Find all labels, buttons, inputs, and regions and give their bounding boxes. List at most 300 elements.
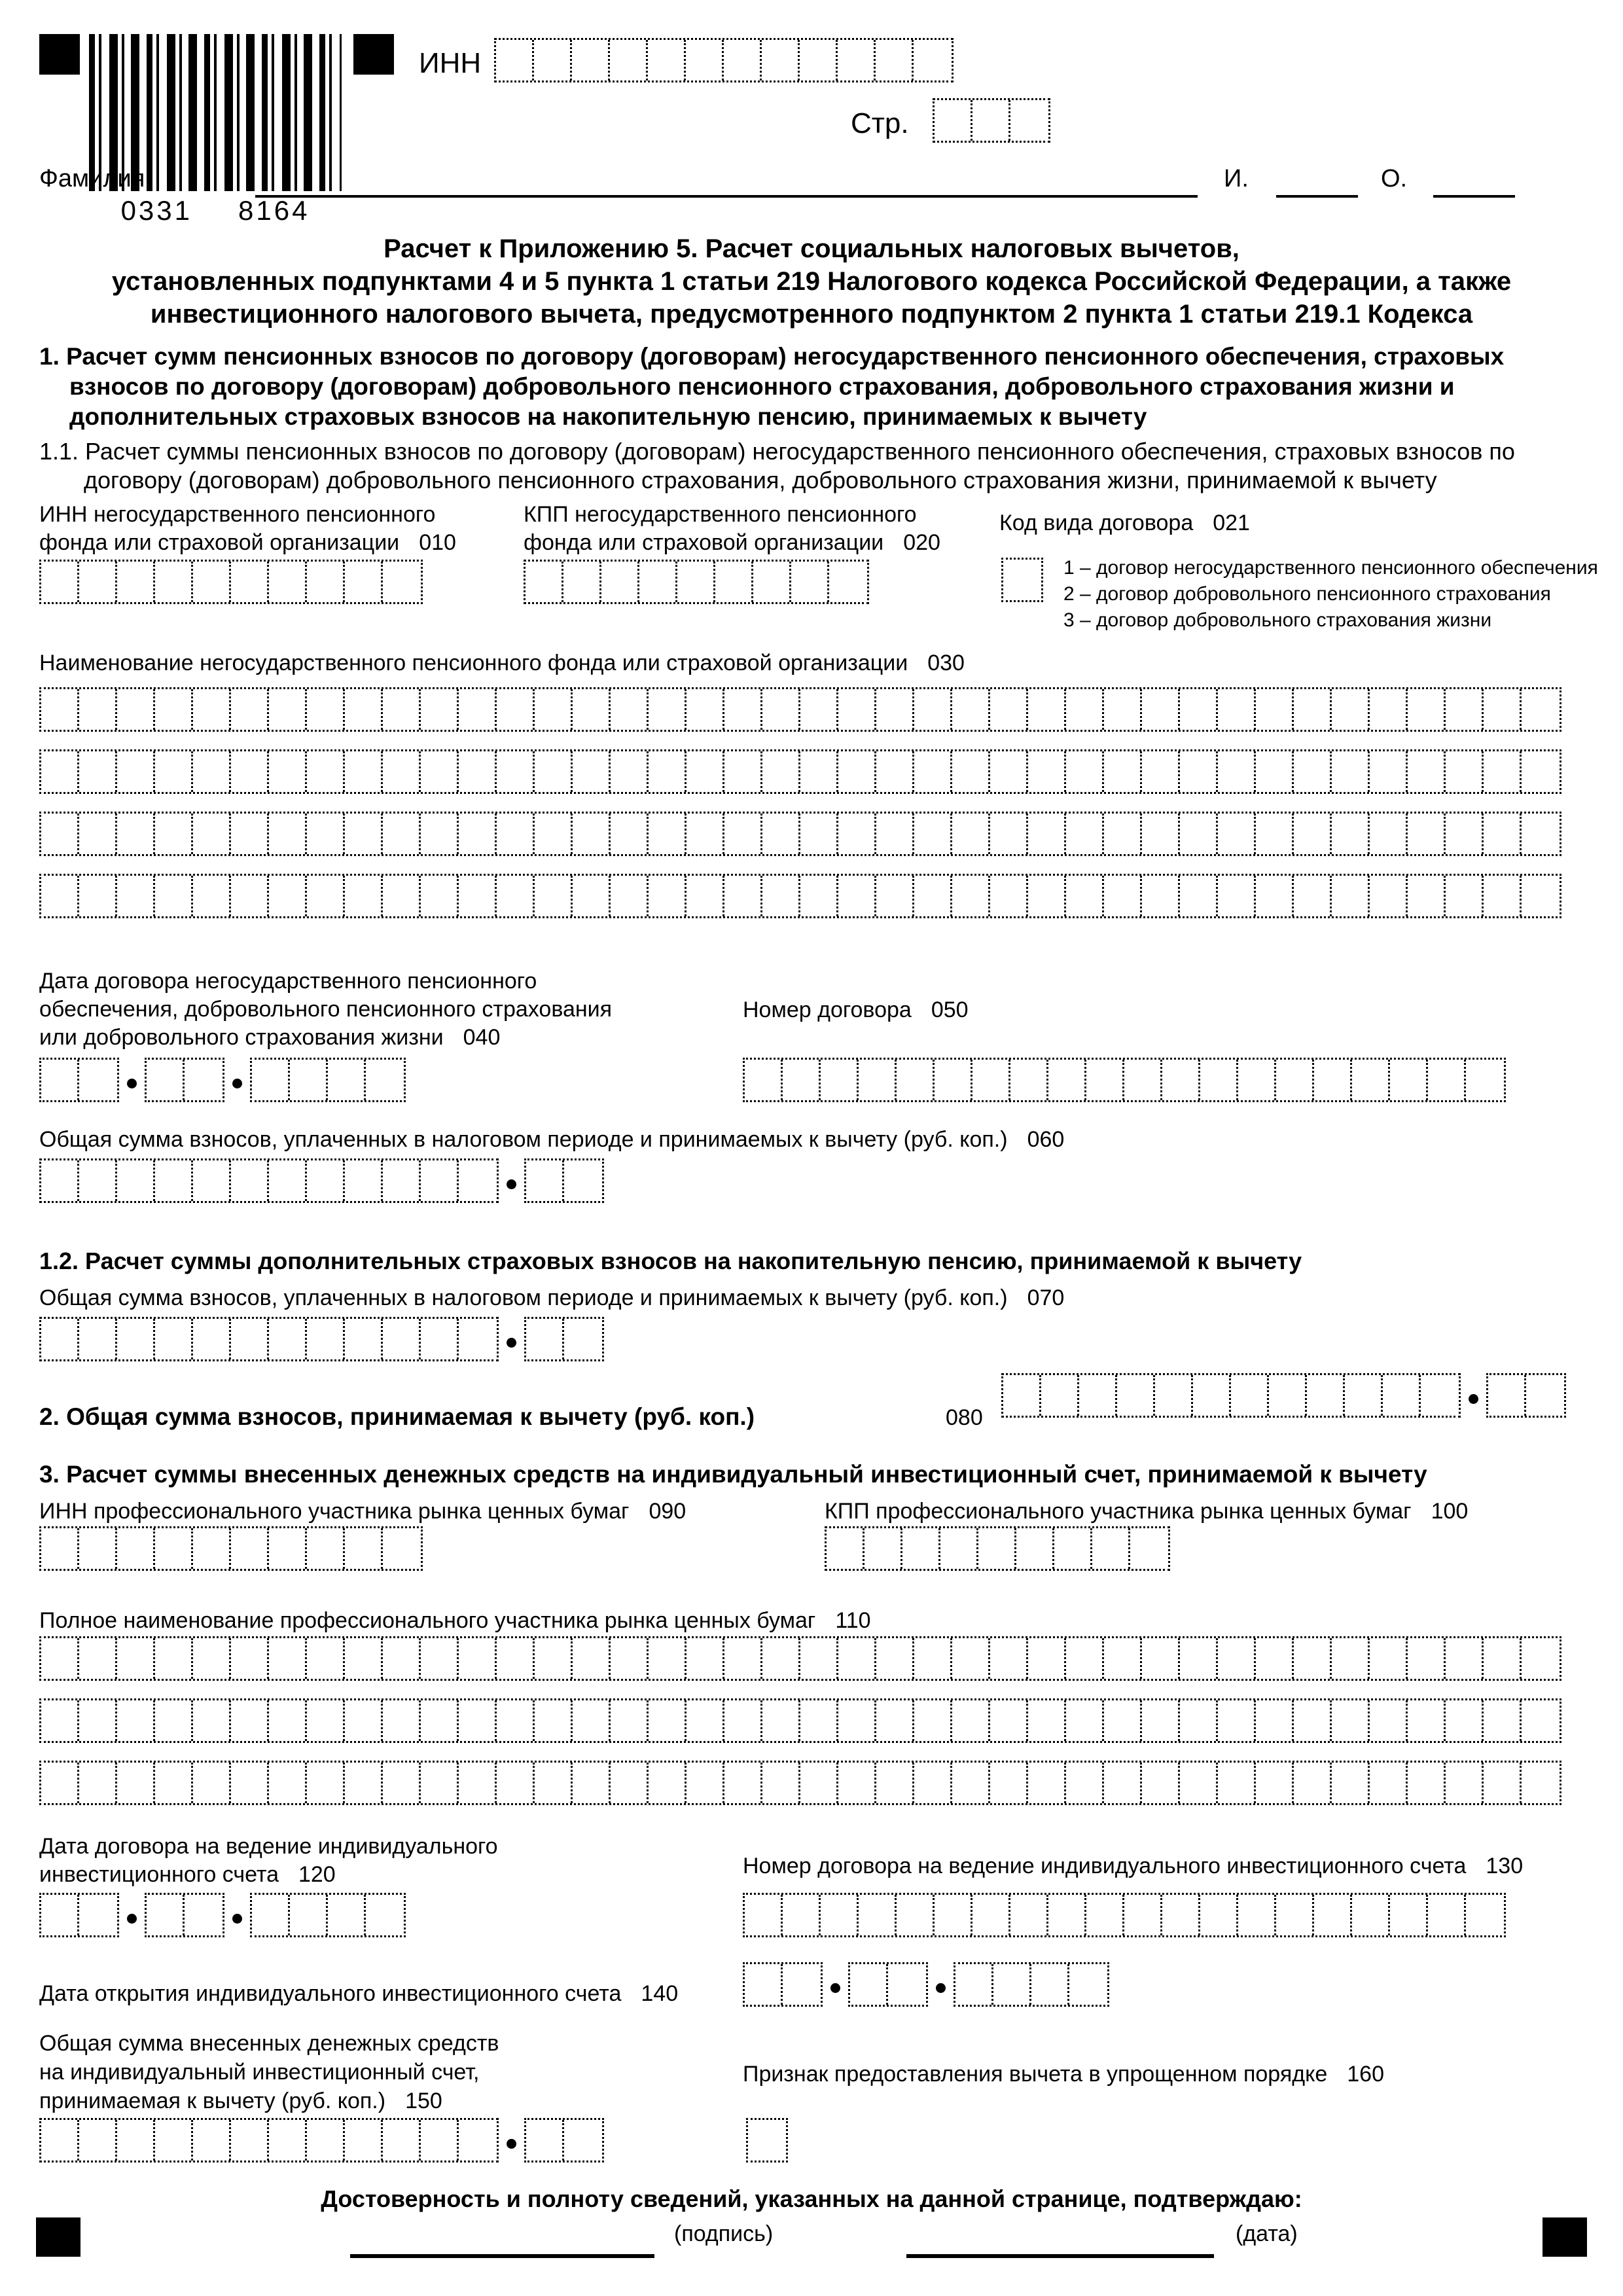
input-cell[interactable]: [41, 689, 79, 730]
input-cell[interactable]: [41, 1700, 79, 1741]
input-cell[interactable]: [1180, 1763, 1218, 1803]
input-cell[interactable]: [231, 1638, 269, 1679]
input-cell[interactable]: [497, 1763, 535, 1803]
input-cell[interactable]: [649, 751, 687, 792]
input-cell[interactable]: [1446, 689, 1484, 730]
input-cell[interactable]: [155, 1160, 193, 1201]
input-cell[interactable]: [79, 1763, 117, 1803]
input-cell[interactable]: [307, 1319, 345, 1359]
input-cell[interactable]: [307, 562, 345, 602]
input-cell[interactable]: [1484, 689, 1522, 730]
input-cell[interactable]: [978, 1528, 1016, 1569]
input-cell[interactable]: [791, 562, 829, 602]
input-cell[interactable]: [972, 1895, 1010, 1935]
input-cell[interactable]: [724, 814, 762, 854]
input-cell[interactable]: [345, 562, 383, 602]
input-cell[interactable]: [328, 1060, 366, 1100]
input-cell[interactable]: [193, 751, 231, 792]
input-cell[interactable]: [1180, 814, 1218, 854]
input-cell[interactable]: [990, 876, 1028, 916]
input-cell[interactable]: [573, 1763, 611, 1803]
input-cell[interactable]: [421, 814, 459, 854]
input-cell[interactable]: [1276, 1060, 1314, 1100]
input-cell[interactable]: [345, 1319, 383, 1359]
input-cell[interactable]: [421, 751, 459, 792]
broker-name-input-110-row-1[interactable]: [39, 1636, 1561, 1681]
input-cell[interactable]: [117, 751, 155, 792]
input-cell[interactable]: [762, 1700, 800, 1741]
fund-name-input-030-row-3[interactable]: [39, 812, 1561, 856]
input-cell[interactable]: [79, 1638, 117, 1679]
input-cell[interactable]: [1332, 1763, 1370, 1803]
input-cell[interactable]: [41, 1160, 79, 1201]
input-cell[interactable]: [1332, 814, 1370, 854]
input-cell[interactable]: [1086, 1895, 1124, 1935]
input-cell[interactable]: [1484, 814, 1522, 854]
input-cell[interactable]: [79, 1160, 117, 1201]
inn-input[interactable]: [494, 38, 954, 82]
input-cell[interactable]: [952, 1763, 990, 1803]
input-cell[interactable]: [185, 1895, 223, 1935]
input-cell[interactable]: [724, 751, 762, 792]
input-cell[interactable]: [155, 1638, 193, 1679]
input-cell[interactable]: [838, 689, 876, 730]
input-cell[interactable]: [1104, 1763, 1142, 1803]
input-cell[interactable]: [564, 2120, 602, 2161]
surname-input-line[interactable]: [255, 166, 1198, 198]
input-cell[interactable]: [876, 689, 914, 730]
input-cell[interactable]: [687, 1700, 724, 1741]
input-cell[interactable]: [231, 689, 269, 730]
input-cell[interactable]: [307, 1528, 345, 1569]
input-cell[interactable]: [1010, 1060, 1048, 1100]
input-cell[interactable]: [724, 1638, 762, 1679]
input-cell[interactable]: [459, 1763, 497, 1803]
total-paid-input-060[interactable]: [39, 1158, 604, 1203]
input-cell[interactable]: [79, 814, 117, 854]
input-cell[interactable]: [117, 1528, 155, 1569]
input-cell[interactable]: [1370, 814, 1408, 854]
input-cell[interactable]: [1028, 751, 1066, 792]
input-cell[interactable]: [1466, 1895, 1504, 1935]
input-cell[interactable]: [1522, 1638, 1560, 1679]
input-cell[interactable]: [366, 1895, 404, 1935]
input-cell[interactable]: [838, 876, 876, 916]
input-cell[interactable]: [1352, 1895, 1390, 1935]
input-cell[interactable]: [611, 751, 649, 792]
fund-name-input-030-row-4[interactable]: [39, 874, 1561, 918]
input-cell[interactable]: [745, 1895, 783, 1935]
input-cell[interactable]: [829, 562, 867, 602]
input-cell[interactable]: [328, 1895, 366, 1935]
input-cell[interactable]: [762, 876, 800, 916]
input-cell[interactable]: [41, 814, 79, 854]
input-cell[interactable]: [783, 1895, 821, 1935]
input-cell[interactable]: [724, 689, 762, 730]
input-cell[interactable]: [1086, 1060, 1124, 1100]
input-cell[interactable]: [838, 814, 876, 854]
input-cell[interactable]: [307, 689, 345, 730]
input-cell[interactable]: [1408, 1700, 1446, 1741]
input-cell[interactable]: [800, 40, 838, 81]
input-cell[interactable]: [155, 2120, 193, 2161]
input-cell[interactable]: [117, 2120, 155, 2161]
fund-kpp-input-020[interactable]: [524, 560, 869, 604]
input-cell[interactable]: [193, 1638, 231, 1679]
signature-input-line[interactable]: [350, 2254, 654, 2258]
input-cell[interactable]: [1484, 751, 1522, 792]
input-cell[interactable]: [914, 751, 952, 792]
input-cell[interactable]: [876, 751, 914, 792]
input-cell[interactable]: [1332, 1638, 1370, 1679]
input-cell[interactable]: [1484, 1638, 1522, 1679]
input-cell[interactable]: [876, 1638, 914, 1679]
input-cell[interactable]: [1276, 1895, 1314, 1935]
input-cell[interactable]: [1003, 560, 1041, 600]
iis-contract-number-input-130[interactable]: [743, 1893, 1506, 1937]
input-cell[interactable]: [762, 814, 800, 854]
input-cell[interactable]: [41, 1763, 79, 1803]
input-cell[interactable]: [990, 1638, 1028, 1679]
input-cell[interactable]: [914, 40, 952, 81]
input-cell[interactable]: [1294, 751, 1332, 792]
input-cell[interactable]: [345, 2120, 383, 2161]
input-cell[interactable]: [914, 1700, 952, 1741]
input-cell[interactable]: [147, 1895, 185, 1935]
input-cell[interactable]: [1269, 1375, 1307, 1416]
input-cell[interactable]: [1238, 1895, 1276, 1935]
input-cell[interactable]: [1180, 876, 1218, 916]
input-cell[interactable]: [1332, 1700, 1370, 1741]
input-cell[interactable]: [252, 1060, 290, 1100]
input-cell[interactable]: [231, 751, 269, 792]
input-cell[interactable]: [1390, 1895, 1428, 1935]
input-cell[interactable]: [876, 876, 914, 916]
input-cell[interactable]: [497, 876, 535, 916]
total-deduction-input-080[interactable]: [1001, 1373, 1566, 1418]
input-cell[interactable]: [914, 876, 952, 916]
input-cell[interactable]: [383, 1763, 421, 1803]
input-cell[interactable]: [41, 876, 79, 916]
input-cell[interactable]: [687, 751, 724, 792]
input-cell[interactable]: [269, 2120, 307, 2161]
input-cell[interactable]: [534, 40, 572, 81]
input-cell[interactable]: [952, 1638, 990, 1679]
input-cell[interactable]: [307, 2120, 345, 2161]
input-cell[interactable]: [1142, 814, 1180, 854]
input-cell[interactable]: [990, 1763, 1028, 1803]
input-cell[interactable]: [269, 562, 307, 602]
input-cell[interactable]: [1383, 1375, 1421, 1416]
input-cell[interactable]: [1028, 1763, 1066, 1803]
input-cell[interactable]: [639, 562, 677, 602]
input-cell[interactable]: [990, 814, 1028, 854]
input-cell[interactable]: [1142, 689, 1180, 730]
input-cell[interactable]: [231, 814, 269, 854]
input-cell[interactable]: [1421, 1375, 1459, 1416]
input-cell[interactable]: [573, 1700, 611, 1741]
input-cell[interactable]: [1028, 1638, 1066, 1679]
input-cell[interactable]: [952, 1700, 990, 1741]
input-cell[interactable]: [1408, 1763, 1446, 1803]
input-cell[interactable]: [1010, 1895, 1048, 1935]
input-cell[interactable]: [1256, 814, 1294, 854]
input-cell[interactable]: [345, 1763, 383, 1803]
input-cell[interactable]: [117, 1700, 155, 1741]
input-cell[interactable]: [1408, 689, 1446, 730]
input-cell[interactable]: [748, 2120, 786, 2161]
input-cell[interactable]: [290, 1060, 328, 1100]
input-cell[interactable]: [1048, 1060, 1086, 1100]
input-cell[interactable]: [1028, 1700, 1066, 1741]
input-cell[interactable]: [231, 1700, 269, 1741]
input-cell[interactable]: [876, 1763, 914, 1803]
input-cell[interactable]: [269, 1638, 307, 1679]
input-cell[interactable]: [269, 1528, 307, 1569]
input-cell[interactable]: [1522, 814, 1560, 854]
input-cell[interactable]: [955, 1964, 993, 2005]
input-cell[interactable]: [1162, 1060, 1200, 1100]
input-cell[interactable]: [231, 1160, 269, 1201]
input-cell[interactable]: [800, 689, 838, 730]
input-cell[interactable]: [1066, 1638, 1104, 1679]
input-cell[interactable]: [193, 1763, 231, 1803]
input-cell[interactable]: [1522, 1700, 1560, 1741]
input-cell[interactable]: [564, 1319, 602, 1359]
input-cell[interactable]: [1256, 751, 1294, 792]
input-cell[interactable]: [972, 1060, 1010, 1100]
input-cell[interactable]: [850, 1964, 888, 2005]
input-cell[interactable]: [459, 1160, 497, 1201]
input-cell[interactable]: [1124, 1060, 1162, 1100]
input-cell[interactable]: [290, 1895, 328, 1935]
input-cell[interactable]: [686, 40, 724, 81]
input-cell[interactable]: [563, 562, 601, 602]
input-cell[interactable]: [1028, 876, 1066, 916]
input-cell[interactable]: [155, 1528, 193, 1569]
input-cell[interactable]: [526, 2120, 564, 2161]
input-cell[interactable]: [459, 1319, 497, 1359]
input-cell[interactable]: [914, 1638, 952, 1679]
input-cell[interactable]: [677, 562, 715, 602]
input-cell[interactable]: [724, 1700, 762, 1741]
input-cell[interactable]: [155, 1700, 193, 1741]
input-cell[interactable]: [155, 562, 193, 602]
input-cell[interactable]: [1370, 1638, 1408, 1679]
input-cell[interactable]: [79, 751, 117, 792]
input-cell[interactable]: [1307, 1375, 1345, 1416]
input-cell[interactable]: [231, 876, 269, 916]
input-cell[interactable]: [1048, 1895, 1086, 1935]
input-cell[interactable]: [383, 1319, 421, 1359]
input-cell[interactable]: [79, 1319, 117, 1359]
input-cell[interactable]: [193, 1528, 231, 1569]
input-cell[interactable]: [649, 1700, 687, 1741]
input-cell[interactable]: [307, 1160, 345, 1201]
input-cell[interactable]: [421, 876, 459, 916]
input-cell[interactable]: [345, 1700, 383, 1741]
input-cell[interactable]: [1522, 751, 1560, 792]
input-cell[interactable]: [231, 1319, 269, 1359]
input-cell[interactable]: [1370, 1700, 1408, 1741]
total-paid-input-070[interactable]: [39, 1317, 604, 1361]
input-cell[interactable]: [307, 876, 345, 916]
input-cell[interactable]: [914, 814, 952, 854]
input-cell[interactable]: [649, 814, 687, 854]
input-cell[interactable]: [838, 1700, 876, 1741]
input-cell[interactable]: [1332, 876, 1370, 916]
input-cell[interactable]: [307, 751, 345, 792]
input-cell[interactable]: [345, 1638, 383, 1679]
input-cell[interactable]: [79, 689, 117, 730]
input-cell[interactable]: [1332, 689, 1370, 730]
input-cell[interactable]: [1446, 814, 1484, 854]
input-cell[interactable]: [745, 1964, 783, 2005]
input-cell[interactable]: [269, 1319, 307, 1359]
input-cell[interactable]: [724, 40, 762, 81]
input-cell[interactable]: [724, 876, 762, 916]
input-cell[interactable]: [231, 1528, 269, 1569]
input-cell[interactable]: [421, 1160, 459, 1201]
input-cell[interactable]: [41, 2120, 79, 2161]
fund-name-input-030-row-2[interactable]: [39, 749, 1561, 794]
date-input-line[interactable]: [906, 2254, 1214, 2258]
input-cell[interactable]: [307, 814, 345, 854]
input-cell[interactable]: [800, 876, 838, 916]
input-cell[interactable]: [1238, 1060, 1276, 1100]
input-cell[interactable]: [1028, 814, 1066, 854]
input-cell[interactable]: [421, 1700, 459, 1741]
input-cell[interactable]: [535, 689, 573, 730]
input-cell[interactable]: [1408, 1638, 1446, 1679]
input-cell[interactable]: [345, 876, 383, 916]
input-cell[interactable]: [1256, 1763, 1294, 1803]
contract-type-input-021[interactable]: [1001, 558, 1043, 602]
input-cell[interactable]: [724, 1763, 762, 1803]
input-cell[interactable]: [800, 1700, 838, 1741]
input-cell[interactable]: [117, 1638, 155, 1679]
input-cell[interactable]: [79, 876, 117, 916]
input-cell[interactable]: [383, 1700, 421, 1741]
input-cell[interactable]: [993, 1964, 1031, 2005]
input-cell[interactable]: [147, 1060, 185, 1100]
input-cell[interactable]: [79, 1895, 117, 1935]
input-cell[interactable]: [41, 1060, 79, 1100]
input-cell[interactable]: [783, 1060, 821, 1100]
input-cell[interactable]: [193, 1319, 231, 1359]
input-cell[interactable]: [1142, 1763, 1180, 1803]
input-cell[interactable]: [185, 1060, 223, 1100]
input-cell[interactable]: [1484, 1763, 1522, 1803]
input-cell[interactable]: [952, 814, 990, 854]
input-cell[interactable]: [421, 1763, 459, 1803]
input-cell[interactable]: [117, 876, 155, 916]
input-cell[interactable]: [421, 2120, 459, 2161]
input-cell[interactable]: [1104, 814, 1142, 854]
page-number-input[interactable]: [933, 98, 1050, 143]
input-cell[interactable]: [1370, 751, 1408, 792]
input-cell[interactable]: [1428, 1895, 1466, 1935]
input-cell[interactable]: [269, 1763, 307, 1803]
input-cell[interactable]: [1231, 1375, 1269, 1416]
patronymic-initial-input-line[interactable]: [1433, 166, 1515, 198]
input-cell[interactable]: [155, 689, 193, 730]
input-cell[interactable]: [269, 751, 307, 792]
input-cell[interactable]: [497, 751, 535, 792]
input-cell[interactable]: [193, 562, 231, 602]
input-cell[interactable]: [1117, 1375, 1155, 1416]
input-cell[interactable]: [383, 751, 421, 792]
input-cell[interactable]: [117, 562, 155, 602]
input-cell[interactable]: [497, 689, 535, 730]
input-cell[interactable]: [1066, 689, 1104, 730]
input-cell[interactable]: [1104, 689, 1142, 730]
input-cell[interactable]: [117, 1763, 155, 1803]
input-cell[interactable]: [383, 876, 421, 916]
input-cell[interactable]: [1345, 1375, 1383, 1416]
input-cell[interactable]: [383, 1638, 421, 1679]
input-cell[interactable]: [1010, 100, 1048, 141]
input-cell[interactable]: [1370, 876, 1408, 916]
input-cell[interactable]: [535, 1700, 573, 1741]
first-initial-input-line[interactable]: [1276, 166, 1358, 198]
input-cell[interactable]: [193, 1160, 231, 1201]
input-cell[interactable]: [762, 40, 800, 81]
input-cell[interactable]: [231, 2120, 269, 2161]
input-cell[interactable]: [1218, 814, 1256, 854]
input-cell[interactable]: [610, 40, 648, 81]
input-cell[interactable]: [1016, 1528, 1054, 1569]
input-cell[interactable]: [897, 1895, 935, 1935]
input-cell[interactable]: [459, 751, 497, 792]
input-cell[interactable]: [1003, 1375, 1041, 1416]
input-cell[interactable]: [79, 1060, 117, 1100]
input-cell[interactable]: [821, 1895, 859, 1935]
input-cell[interactable]: [1488, 1375, 1526, 1416]
input-cell[interactable]: [1408, 876, 1446, 916]
input-cell[interactable]: [648, 40, 686, 81]
input-cell[interactable]: [1466, 1060, 1504, 1100]
input-cell[interactable]: [1066, 814, 1104, 854]
contract-date-input-040[interactable]: [39, 1058, 406, 1102]
input-cell[interactable]: [990, 689, 1028, 730]
input-cell[interactable]: [459, 2120, 497, 2161]
input-cell[interactable]: [1069, 1964, 1107, 2005]
input-cell[interactable]: [193, 1700, 231, 1741]
input-cell[interactable]: [155, 1319, 193, 1359]
input-cell[interactable]: [231, 562, 269, 602]
input-cell[interactable]: [117, 689, 155, 730]
input-cell[interactable]: [990, 751, 1028, 792]
input-cell[interactable]: [497, 1700, 535, 1741]
input-cell[interactable]: [366, 1060, 404, 1100]
input-cell[interactable]: [79, 2120, 117, 2161]
input-cell[interactable]: [497, 1638, 535, 1679]
input-cell[interactable]: [1180, 751, 1218, 792]
input-cell[interactable]: [952, 689, 990, 730]
input-cell[interactable]: [876, 40, 914, 81]
input-cell[interactable]: [193, 876, 231, 916]
input-cell[interactable]: [41, 751, 79, 792]
input-cell[interactable]: [1066, 1700, 1104, 1741]
fund-inn-input-010[interactable]: [39, 560, 423, 604]
input-cell[interactable]: [800, 751, 838, 792]
input-cell[interactable]: [421, 689, 459, 730]
input-cell[interactable]: [762, 689, 800, 730]
input-cell[interactable]: [897, 1060, 935, 1100]
input-cell[interactable]: [715, 562, 753, 602]
input-cell[interactable]: [193, 689, 231, 730]
